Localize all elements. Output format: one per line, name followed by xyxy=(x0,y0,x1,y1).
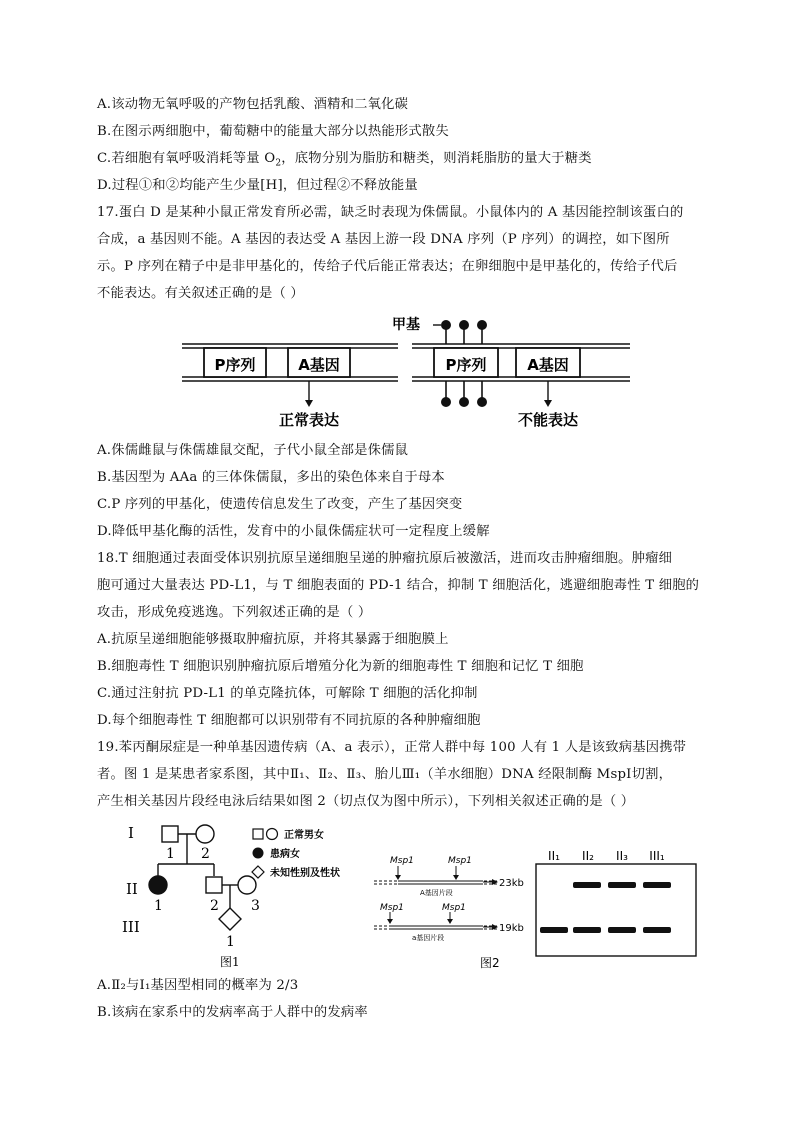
msp-site-label: Msp1 xyxy=(390,856,414,866)
a-gene-label-left: A基因 xyxy=(298,356,340,374)
q18-stem-3: 攻击，形成免疫逃逸。下列叙述正确的是（ ） xyxy=(97,605,372,620)
legend-male-icon xyxy=(253,829,263,839)
q18-option-c: C.通过注射抗 PD-L1 的单克隆抗体，可解除 T 细胞的活化抑制 xyxy=(97,686,478,701)
dna-methylated xyxy=(392,316,630,429)
generation-label-2: II xyxy=(126,880,138,898)
pedigree-figure xyxy=(110,820,370,970)
q18-option-d: D.每个细胞毒性 T 细胞都可以识别带有不同抗原的各种肿瘤细胞 xyxy=(97,713,481,728)
cannot-express-label: 不能表达 xyxy=(517,411,579,429)
q16-option-c-post: ，底物分别为脂肪和糖类，则消耗脂肪的量大于糖类 xyxy=(281,151,592,166)
II3-number: 3 xyxy=(251,898,260,914)
q16-option-c-sub: 2 xyxy=(275,158,282,169)
II2-number: 2 xyxy=(210,898,219,914)
lane-label: II₁ xyxy=(548,850,560,863)
legend-unknown-label: 未知性别及性状 xyxy=(270,868,340,879)
pedigree-III1-unknown xyxy=(219,908,241,930)
msp-site-label: Msp1 xyxy=(380,903,404,913)
gel-band xyxy=(608,882,636,888)
q19-option-a: A.Ⅱ₂与Ⅰ₁基因型相同的概率为 2/3 xyxy=(97,978,299,993)
methyl-dot xyxy=(441,320,451,330)
band-19kb-label: 19kb xyxy=(499,923,524,934)
gel-band xyxy=(573,927,601,933)
q17-option-c: C.P 序列的甲基化，使遗传信息发生了改变，产生了基因突变 xyxy=(97,497,463,512)
I1-number: 1 xyxy=(166,846,175,862)
gel-band xyxy=(573,882,601,888)
pedigree-II1-affected-female xyxy=(149,876,167,894)
pedigree-I2-female xyxy=(196,825,214,843)
gel-band xyxy=(643,882,671,888)
lane-label: II₃ xyxy=(616,850,628,863)
methyl-dot xyxy=(459,320,469,330)
p-sequence-label-right: P序列 xyxy=(445,356,487,374)
q16-option-a: A.该动物无氧呼吸的产物包括乳酸、酒精和二氧化碳 xyxy=(97,97,409,112)
q17-stem-2: 合成，a 基因则不能。A 基因的表达受 A 基因上游一段 DNA 序列（P 序列）的调控，如下图所 xyxy=(97,232,670,247)
gel-band xyxy=(540,927,568,933)
pedigree-II2-male xyxy=(206,877,222,893)
electrophoresis-figure xyxy=(368,850,698,970)
lane-label: III₁ xyxy=(649,850,665,863)
III1-number: 1 xyxy=(226,934,235,950)
methylation-figure xyxy=(170,314,640,434)
legend-normal-label: 正常男女 xyxy=(284,830,324,841)
methyl-label: 甲基 xyxy=(392,317,420,333)
q19-option-b: B.该病在家系中的发病率高于人群中的发病率 xyxy=(97,1005,368,1020)
I2-number: 2 xyxy=(201,846,210,862)
q18-stem-1: 18.T 细胞通过表面受体识别抗原呈递细胞呈递的肿瘤抗原后被激活，进而攻击肿瘤细胞。肿瘤细 xyxy=(97,551,673,566)
lane-label: II₂ xyxy=(582,850,594,863)
q19-stem-1: 19.苯丙酮尿症是一种单基因遗传病（A、a 表示），正常人群中每 100 人有 1 人是该致病基因携带 xyxy=(97,740,687,755)
legend-affected-icon xyxy=(253,848,264,859)
q17-option-a: A.侏儒雌鼠与侏儒雄鼠交配，子代小鼠全部是侏儒鼠 xyxy=(97,443,409,458)
q17-stem-1: 17.蛋白 D 是某种小鼠正常发育所必需，缺乏时表现为侏儒鼠。小鼠体内的 A 基因能控制该蛋白的 xyxy=(97,205,684,220)
a-small-gene-fragment-label: a基因片段 xyxy=(412,934,445,942)
q17-option-d: D.降低甲基化酶的活性，发育中的小鼠侏儒症状可一定程度上缓解 xyxy=(97,524,490,539)
pedigree-I1-male xyxy=(162,826,178,842)
q18-option-b: B.细胞毒性 T 细胞识别肿瘤抗原后增殖分化为新的细胞毒性 T 细胞和记忆 T 细胞 xyxy=(97,659,584,674)
q16-option-b: B.在图示两细胞中，葡萄糖中的能量大部分以热能形式散失 xyxy=(97,124,449,139)
msp-site-label: Msp1 xyxy=(442,903,466,913)
gel-band xyxy=(643,927,671,933)
legend-unknown-icon xyxy=(252,866,264,878)
II1-number: 1 xyxy=(154,898,163,914)
q17-stem-3: 示。P 序列在精子中是非甲基化的，传给子代后能正常表达；在卵细胞中是甲基化的，传给子代后 xyxy=(97,259,678,274)
p-sequence-label-left: P序列 xyxy=(214,356,256,374)
a-gene-fragment-label: A基因片段 xyxy=(420,889,453,897)
a-gene-label-right: A基因 xyxy=(527,356,569,374)
figure-2-caption: 图2 xyxy=(480,956,500,970)
q16-option-c-pre: C.若细胞有氧呼吸消耗等量 O xyxy=(97,151,276,166)
pedigree-II3-female xyxy=(238,876,256,894)
q17-option-b: B.基因型为 AAa 的三体侏儒鼠，多出的染色体来自于母本 xyxy=(97,470,445,485)
generation-label-1: I xyxy=(128,824,134,842)
methyl-dot xyxy=(477,397,487,407)
methyl-dot xyxy=(459,397,469,407)
dna-unmethylated xyxy=(182,344,398,429)
generation-label-3: III xyxy=(122,918,140,936)
q18-option-a: A.抗原呈递细胞能够摄取肿瘤抗原，并将其暴露于细胞膜上 xyxy=(97,632,449,647)
gel-band xyxy=(608,927,636,933)
msp-site-label: Msp1 xyxy=(448,856,472,866)
q18-stem-2: 胞可通过大量表达 PD-L1，与 T 细胞表面的 PD-1 结合，抑制 T 细胞活化，逃避细胞毒性 T 细胞的 xyxy=(97,578,700,593)
q16-option-d: D.过程①和②均能产生少量[H]，但过程②不释放能量 xyxy=(97,178,418,193)
normal-expression-label: 正常表达 xyxy=(278,411,340,429)
q19-stem-2: 者。图 1 是某患者家系图，其中Ⅱ₁、Ⅱ₂、Ⅱ₃、胎儿Ⅲ₁（羊水细胞）DNA 经限制酶 MspⅠ切割， xyxy=(97,767,673,782)
q16-option-c xyxy=(97,149,707,174)
band-23kb-label: 23kb xyxy=(499,878,524,889)
legend-female-icon xyxy=(267,829,278,840)
methyl-dot xyxy=(477,320,487,330)
legend-affected-label: 患病女 xyxy=(270,849,300,860)
q17-stem-4: 不能表达。有关叙述正确的是（ ） xyxy=(97,286,304,301)
gel-box xyxy=(536,864,696,956)
q19-stem-3: 产生相关基因片段经电泳后结果如图 2（切点仅为图中所示），下列相关叙述正确的是（ ） xyxy=(97,794,635,809)
methyl-dot xyxy=(441,397,451,407)
figure-1-caption: 图1 xyxy=(220,955,240,969)
